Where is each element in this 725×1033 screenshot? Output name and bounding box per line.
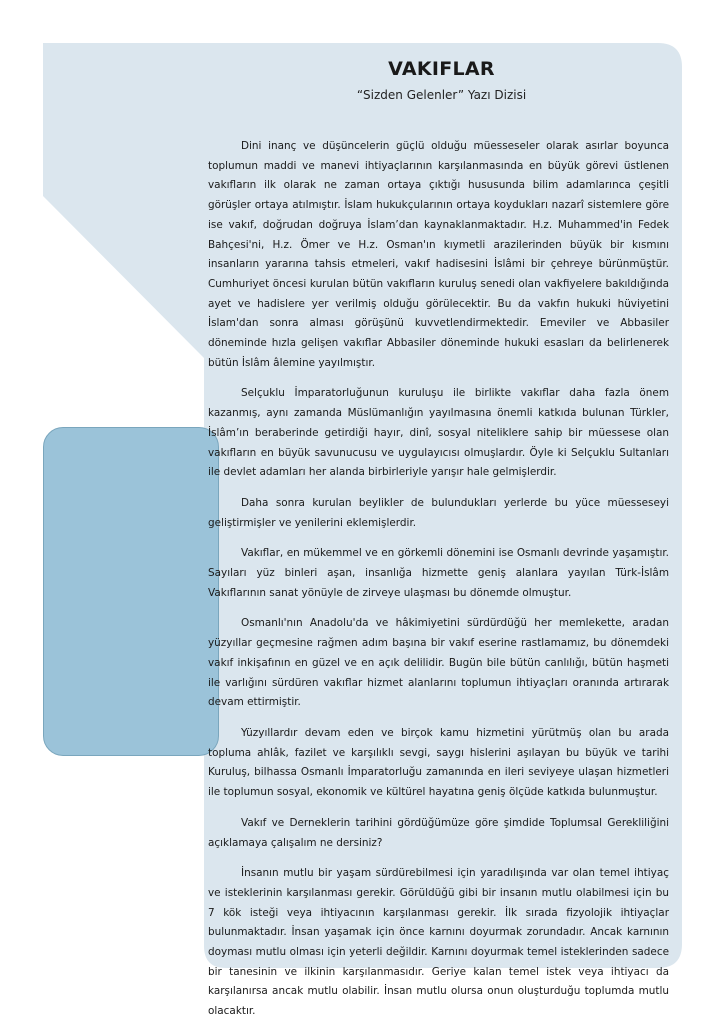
paragraph: Dini inanç ve düşüncelerin güçlü olduğu müesseseler olarak asırlar boyunca toplumun maddi ve manevi ihtiyaçlarının karşılanmasında en büyük görevi üstlenen vakıfların ilk olarak ne zaman ortaya çıktığı hususunda bilim adamlarınca çeşitli görüşler ortaya atılmıştır. İslam hukukçularının ortaya koydukları nazarî sistemlere göre ise vakıf, doğrudan doğruya İslam’dan kaynaklanmaktadır. H.z. Muhammed'in Fedek Bahçesi'ni, H.z. Ömer ve H.z. Osman'ın kıymetli arazilerinden büyük bir kısmını insanların yararına tahsis etmeleri, vakıf hadisesini İslâmi bir çehreye bürünmüştür. Cumhuriyet öncesi kurulan bütün vakıfların kuruluş senedi olan vakfiyelere bakıldığında ayet ve hadislere yer verilmiş olduğu görülecektir. Bu da vakfın hukuki hüviyetini İslam'dan sonra alması görüşünü kuvvetlendirmektedir. Emeviler ve Abbasiler döneminde hızla gelişen vakıflar Abbasiler döneminde hukuki esasları da belirlenerek bütün İslâm âlemine yayılmıştır. [208, 140, 669, 369]
paragraph: Vakıf ve Derneklerin tarihini gördüğümüze göre şimdide Toplumsal Gerekliliğini açıklamaya çalışalım ne dersiniz? [208, 816, 669, 849]
paragraph: İnsanın mutlu bir yaşam sürdürebilmesi için yaradılışında var olan temel ihtiyaç ve isteklerinin karşılanması gerekir. Görüldüğü gibi bir insanın mutlu olabilmesi için bu 7 kök isteği veya ihtiyacının karşılanması gerekir. İlk sırada fizyolojik ihtiyaçlar bulunmaktadır. İnsan yaşamak için önce karnını doyurmak zorundadır. Ancak karnının doyması mutlu olması için yeterli değildir. Karnını doyurmak temel isteklerinden sadece bir tanesinin ve ilkinin karşılanmasıdır. Geriye kalan temel istek veya ihtiyacı da karşılanırsa ancak mutlu olabilir. İnsan mutlu olursa onun oluşturduğu toplumda mutlu olacaktır. [208, 867, 669, 1018]
paragraph: Osmanlı'nın Anadolu'da ve hâkimiyetini sürdürdüğü her memlekette, aradan yüzyıllar geçmesine rağmen adım başına bir vakıf eserine rastlamamız, bu dönemdeki vakıf inkişafının en güzel ve en açık delilidir. Bugün bile bütün canlılığı, bütün haşmeti ile varlığını sürdüren vakıflar hizmet alanlarını toplumun ihtiyaçları oranında artırarak devam ettirmiştir. [208, 617, 669, 709]
decorative-side-box [43, 427, 219, 756]
article-body [208, 137, 669, 1022]
paragraph: Yüzyıllardır devam eden ve birçok kamu hizmetini yürütmüş olan bu arada topluma ahlâk, fazilet ve karşılıklı sevgi, saygı hislerini aşılayan bu büyük ve tarihi Kuruluş, bilhassa Osmanlı İmparatorluğu zamanında en ileri seviyeye ulaşan hizmetleri ile toplumun sosyal, ekonomik ve kültürel hayatına geniş ölçüde katkıda bulunmuştur. [208, 726, 669, 799]
article-subtitle: “Sizden Gelenler” Yazı Dizisi [356, 88, 527, 102]
article [208, 58, 669, 1033]
paragraph: Selçuklu İmparatorluğunun kuruluşu ile birlikte vakıflar daha fazla önem kazanmış, aynı zamanda Müslümanlığın yayılmasına önemli katkıda bulunan Türkler, İslâm’ın beraberinde getirdiği hayır, dinî, sosyal niteliklere sahip bir müessese olan vakıfların en büyük savunucusu ve uygulayıcısı olmuşlardır. Öyle ki Selçuklu Sultanları ile devlet adamları her alanda birbirleriyle yarışır hale gelmişlerdir. [208, 387, 669, 479]
paragraph: Daha sonra kurulan beylikler de bulundukları yerlerde bu yüce müesseseyi geliştirmişler ve yenilerini eklemişlerdir. [208, 496, 669, 529]
paragraph: Vakıflar, en mükemmel ve en görkemli dönemini ise Osmanlı devrinde yaşamıştır. Sayıları yüz binleri aşan, insanlığa hizmette geniş alanlara yayılan Türk-İslâm Vakıflarının sanat yönüyle de zirveye ulaşması bu dönemde olmuştur. [208, 547, 669, 599]
article-title: VAKIFLAR [388, 58, 495, 80]
